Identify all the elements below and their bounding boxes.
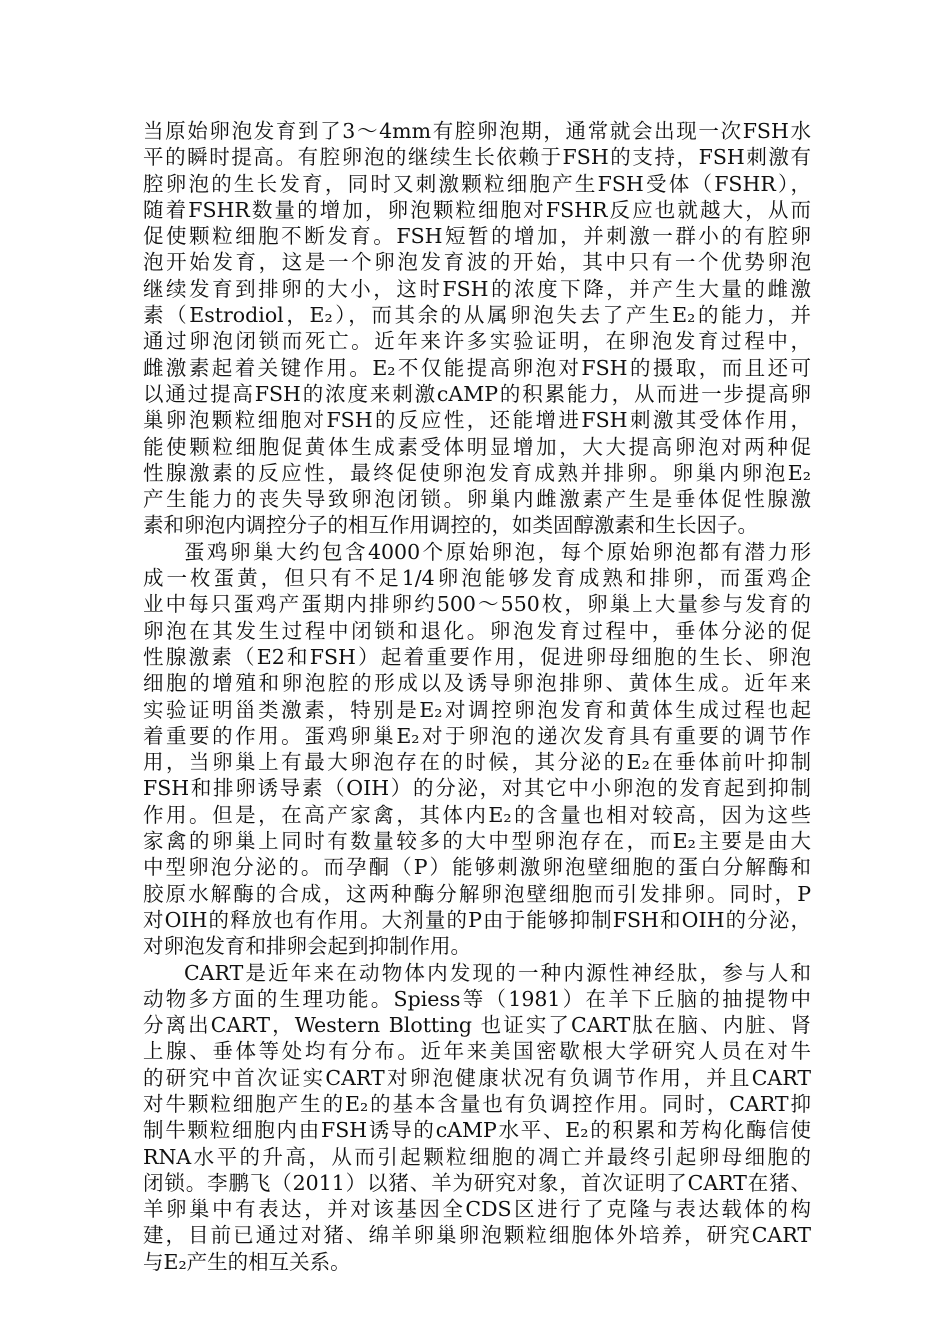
text-line: 当原始卵泡发育到了3～4mm有腔卵泡期，通常就会出现一次FSH水 xyxy=(143,119,811,143)
text-line: 卵泡在其发生过程中闭锁和退化。卵泡发育过程中，垂体分泌的促 xyxy=(143,618,811,643)
text-line: 产生能力的丧失导致卵泡闭锁。卵巢内雌激素产生是垂体促性腺激 xyxy=(143,487,811,512)
text-line: 的研究中首次证实CART对卵泡健康状况有负调节作用，并且CART xyxy=(143,1065,811,1090)
text-line: 对OIH的释放也有作用。大剂量的P由于能够抑制FSH和OIH的分泌， xyxy=(143,907,811,932)
text-line: 性腺激素的反应性，最终促使卵泡发育成熟并排卵。卵巢内卵泡E₂ xyxy=(143,460,811,485)
text-line: 羊卵巢中有表达，并对该基因全CDS区进行了克隆与表达载体的构 xyxy=(143,1197,811,1222)
text-line: RNA水平的升高，从而引起颗粒细胞的凋亡并最终引起卵母细胞的 xyxy=(143,1144,811,1169)
text-line: 制牛颗粒细胞内由FSH诱导的cAMP水平、E₂的积累和芳构化酶信使 xyxy=(143,1118,811,1143)
text-line: 巢卵泡颗粒细胞对FSH的反应性，还能增进FSH刺激其受体作用， xyxy=(143,408,811,433)
text-line: 泡开始发育，这是一个卵泡发育波的开始，其中只有一个优势卵泡 xyxy=(143,250,811,275)
text-line: 性腺激素（E2和FSH）起着重要作用，促进卵母细胞的生长、卵泡 xyxy=(143,644,811,669)
text-line: 以通过提高FSH的浓度来刺激cAMP的积累能力，从而进一步提高卵 xyxy=(143,381,811,406)
text-line: 业中每只蛋鸡产蛋期内排卵约500～550枚，卵巢上大量参与发育的 xyxy=(143,592,811,617)
text-line: 对卵泡发育和排卵会起到抑制作用。 xyxy=(143,934,471,959)
text-line: 素和卵泡内调控分子的相互作用调控的，如类固醇激素和生长因子。 xyxy=(143,513,758,538)
text-line: 蛋鸡卵巢大约包含4000个原始卵泡，每个原始卵泡都有潜力形 xyxy=(184,539,811,564)
text-line: FSH和排卵诱导素（OIH）的分泌，对其它中小卵泡的发育起到抑制 xyxy=(143,776,811,801)
text-line: 中型卵泡分泌的。而孕酮（P）能够刺激卵泡壁细胞的蛋白分解酶和 xyxy=(143,855,811,880)
paragraph-3 xyxy=(143,960,811,1276)
text-line: 分离出CART，Western Blotting 也证实了CART肽在脑、内脏、肾 xyxy=(143,1013,811,1038)
text-line: 继续发育到排卵的大小，这时FSH的浓度下降，并产生大量的雌激 xyxy=(143,276,811,301)
text-line: 素（Estrodiol，E₂），而其余的从属卵泡失去了产生E₂的能力，并 xyxy=(143,303,811,328)
text-line: 动物多方面的生理功能。Spiess等（1981）在羊下丘脑的抽提物中 xyxy=(143,986,811,1011)
text-line: 实验证明甾类激素，特别是E₂对调控卵泡发育和黄体生成过程也起 xyxy=(143,697,811,722)
text-line: 随着FSHR数量的增加，卵泡颗粒细胞对FSHR反应也就越大，从而 xyxy=(143,197,811,222)
text-line: 家禽的卵巢上同时有数量较多的大中型卵泡存在，而E₂主要是由大 xyxy=(143,829,811,854)
text-line: 作用。但是，在高产家禽，其体内E₂的含量也相对较高，因为这些 xyxy=(143,802,811,827)
text-line: 腔卵泡的生长发育，同时又刺激颗粒细胞产生FSH受体（FSHR）， xyxy=(143,171,811,196)
text-line: 建，目前已通过对猪、绵羊卵巢卵泡颗粒细胞体外培养，研究CART xyxy=(143,1223,811,1248)
text-line: 促使颗粒细胞不断发育。FSH短暂的增加，并刺激一群小的有腔卵 xyxy=(143,224,811,249)
paragraph-1 xyxy=(143,118,811,539)
text-line: 成一枚蛋黄，但只有不足1/4卵泡能够发育成熟和排卵，而蛋鸡企 xyxy=(143,566,811,591)
text-line: 着重要的作用。蛋鸡卵巢E₂对于卵泡的递次发育具有重要的调节作 xyxy=(143,723,811,748)
text-line: 细胞的增殖和卵泡腔的形成以及诱导卵泡排卵、黄体生成。近年来 xyxy=(143,671,811,696)
text-line: 与E₂产生的相互关系。 xyxy=(143,1249,351,1274)
text-line: 胶原水解酶的合成，这两种酶分解卵泡壁细胞而引发排卵。同时，P xyxy=(143,881,811,906)
text-line: 用，当卵巢上有最大卵泡存在的时候，其分泌的E₂在垂体前叶抑制 xyxy=(143,750,811,775)
text-line: 上腺、垂体等处均有分布。近年来美国密歇根大学研究人员在对牛 xyxy=(143,1039,811,1064)
document-body xyxy=(143,118,811,1275)
text-line: 对牛颗粒细胞产生的E₂的基本含量也有负调控作用。同时，CART抑 xyxy=(143,1091,811,1116)
text-line: 闭锁。李鹏飞（2011）以猪、羊为研究对象，首次证明了CART在猪、 xyxy=(143,1170,811,1195)
text-line: CART是近年来在动物体内发现的一种内源性神经肽，参与人和 xyxy=(184,960,811,985)
text-line: 平的瞬时提高。有腔卵泡的继续生长依赖于FSH的支持，FSH刺激有 xyxy=(143,145,811,170)
text-line: 雌激素起着关键作用。E₂不仅能提高卵泡对FSH的摄取，而且还可 xyxy=(143,355,811,380)
text-line: 能使颗粒细胞促黄体生成素受体明显增加，大大提高卵泡对两种促 xyxy=(143,434,811,459)
text-line: 通过卵泡闭锁而死亡。近年来许多实验证明，在卵泡发育过程中， xyxy=(143,329,811,354)
paragraph-2 xyxy=(143,539,811,960)
